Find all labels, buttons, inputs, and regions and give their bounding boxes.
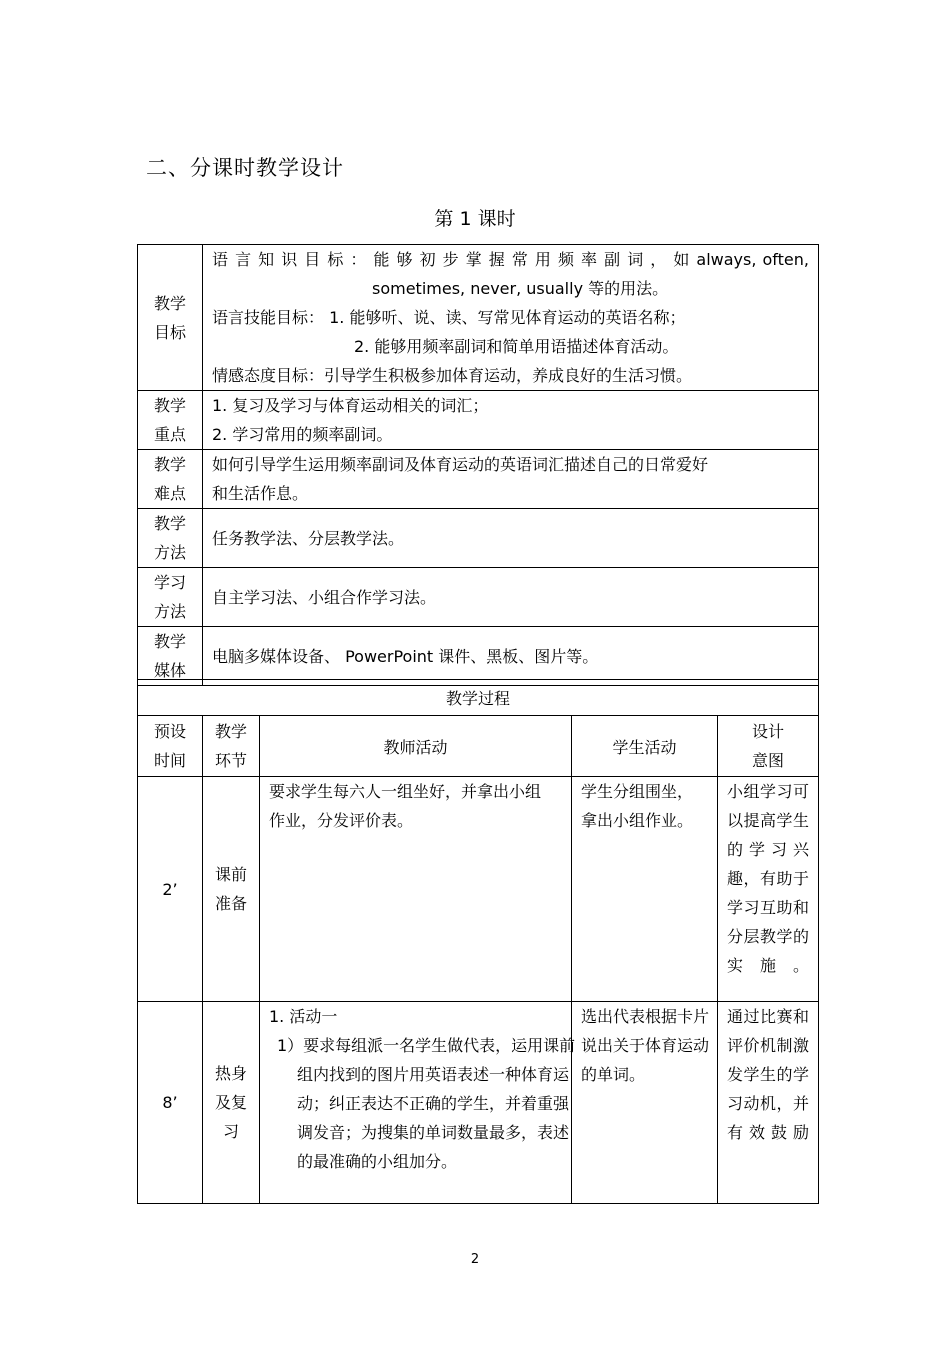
process-row	[138, 1002, 819, 1204]
difficulties-label: 教学难点	[138, 450, 203, 509]
objectives-label: 教学目标	[138, 245, 203, 391]
media-label: 教学媒体	[138, 627, 203, 686]
row-design-intent: 小组学习可以提高学生的学习兴趣，有助于学习互助和分层教学的实施。	[718, 777, 819, 1002]
row-design-intent: 通过比赛和评价机制激发学生的学习动机，并有效鼓励	[718, 1002, 819, 1204]
header-intent: 设计意图	[718, 716, 819, 777]
row-stage: 课前准备	[203, 777, 260, 1002]
learning-method-row	[138, 568, 819, 627]
row-teacher-activity: 要求学生每六人一组坐好，并拿出小组作业，分发评价表。	[260, 777, 572, 1002]
row-student-activity: 学生分组围坐，拿出小组作业。	[572, 777, 718, 1002]
media-row	[138, 627, 819, 686]
knowledge-line-1: 语 言 知 识 目 标 ： 能 够 初 步 掌 握 常 用 频 率 副 词 ， 如 always, often,	[212, 250, 809, 269]
lesson-title: 第 1 课时	[434, 208, 516, 230]
learning-method-label: 学习方法	[138, 568, 203, 627]
teaching-method-content: 任务教学法、分层教学法。	[203, 509, 819, 568]
difficulties-content	[203, 450, 819, 509]
difficulty-line-2: 和生活作息。	[212, 484, 309, 503]
process-table	[137, 679, 819, 1204]
header-stage: 教学环节	[203, 716, 260, 777]
key-points-content	[203, 391, 819, 450]
difficulties-row	[138, 450, 819, 509]
header-student: 学生活动	[572, 716, 718, 777]
header-time: 预设时间	[138, 716, 203, 777]
lesson-info-table	[137, 244, 819, 686]
process-row	[138, 777, 819, 1002]
activity-item: 1）要求每组派一名学生做代表，运用课前组内找到的图片用英语表述一种体育运动；纠正表达不正确的学生，并着重强调发音；为搜集的单词数量最多，表述的最准确的小组加分。	[277, 1036, 576, 1171]
teaching-method-row	[138, 509, 819, 568]
row-stage: 热身及复习	[203, 1002, 260, 1204]
knowledge-line-2: sometimes, never, usually 等的用法。	[372, 279, 669, 298]
teaching-method-label: 教学方法	[138, 509, 203, 568]
objectives-row	[138, 245, 819, 391]
attitude-line: 情感态度目标：引导学生积极参加体育运动，养成良好的生活习惯。	[212, 366, 693, 385]
process-title-row	[138, 680, 819, 716]
row-teacher-activity	[260, 1002, 576, 1204]
learning-method-content: 自主学习法、小组合作学习法。	[203, 568, 819, 627]
objectives-content	[203, 245, 819, 391]
media-content: 电脑多媒体设备、 PowerPoint 课件、黑板、图片等。	[203, 627, 819, 686]
key-points-label: 教学重点	[138, 391, 203, 450]
key-point-1: 1. 复习及学习与体育运动相关的词汇；	[212, 396, 489, 415]
row-time: 2’	[138, 777, 203, 1002]
row-time: 8’	[138, 1002, 203, 1204]
key-points-row	[138, 391, 819, 450]
process-title: 教学过程	[138, 680, 819, 716]
header-teacher: 教师活动	[260, 716, 572, 777]
process-header-row	[138, 716, 819, 777]
activity-heading: 1. 活动一	[269, 1007, 338, 1026]
key-point-2: 2. 学习常用的频率副词。	[212, 425, 393, 444]
section-title: 二、分课时教学设计	[146, 156, 344, 180]
row-student-activity: 选出代表根据卡片说出关于体育运动的单词。	[572, 1002, 718, 1204]
difficulty-line-1: 如何引导学生运用频率副词及体育运动的英语词汇描述自己的日常爱好	[212, 455, 709, 474]
page-number: 2	[470, 1252, 480, 1267]
skill-line-1: 语言技能目标： 1. 能够听、说、读、写常见体育运动的英语名称；	[212, 308, 686, 327]
skill-line-2: 2. 能够用频率副词和简单用语描述体育活动。	[354, 337, 679, 356]
